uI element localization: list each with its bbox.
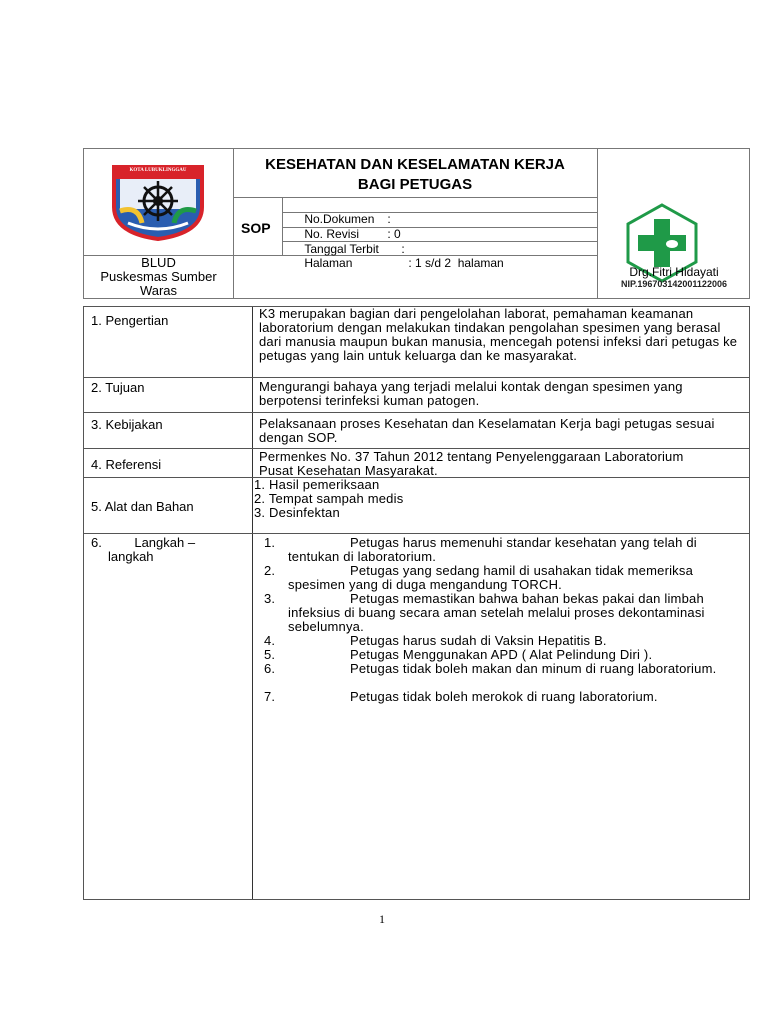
label-langkah-line-2: langkah [108,549,154,564]
signer-nip: NIP.196703142001122006 [621,279,727,289]
meta-label: No. Revisi [304,227,360,241]
step-number: 7. [264,689,276,704]
meta-label: No.Dokumen [304,212,375,226]
signer-name: Drg.Fitri Hidayati [629,265,719,279]
text-pengertian: K3 merupakan bagian dari pengelolahan laborat, pemahaman keamanan laboratorium dengan melakukan tindakan pengolahan spesimen yang berasal dari manusia maupun bukan manusia, mencegah potensi infeksi dari petugas ke petugas yang lain untuk keluarga dan ke masyarakat. [259,306,738,363]
label-referensi: 4. Referensi [91,457,162,472]
crest-banner-text: KOTA LUBUKLINGGAU [129,168,187,173]
org-name [84,256,233,298]
text-kebijakan: Pelaksanaan proses Kesehatan dan Keselamatan Kerja bagi petugas sesuai dengan SOP. [259,416,715,445]
label-kebijakan: 3. Kebijakan [91,417,163,432]
list-item [264,634,742,648]
step-number: 2. [264,563,276,578]
label-langkah-line-1: 6. Langkah – [91,535,196,550]
list-alat-bahan [254,478,738,520]
org-line-2: Puskesmas Sumber [100,269,217,284]
step-text: Petugas memastikan bahwa bahan bekas pakai dan limbah infeksius di buang secara aman setelah melalui proses dekontaminasi sebelumnya. [288,591,705,634]
title-line-1: KESEHATAN DAN KESELAMATAN KERJA [265,156,565,173]
org-line-1: BLUD [141,255,176,270]
list-item: 2. Tempat sampah medis [254,491,404,506]
step-number: 6. [264,661,276,676]
meta-label: Halaman [304,256,353,270]
list-item: 3. Desinfektan [254,505,340,520]
step-text: Petugas tidak boleh makan dan minum di ruang laboratorium. [350,661,717,676]
step-number: 3. [264,591,276,606]
page-number: 1 [379,912,385,926]
sop-label: SOP [241,220,271,236]
org-line-3: Waras [139,283,178,298]
label-pengertian: 1. Pengertian [91,313,169,328]
list-item [264,690,742,704]
step-text: Petugas harus memenuhi standar kesehatan yang telah di tentukan di laboratorium. [288,535,697,564]
document-title [234,155,596,195]
header-table [83,148,750,299]
list-item [264,662,742,676]
list-item [264,536,742,564]
meta-value: : [401,242,405,256]
label-langkah [91,536,195,564]
list-item: 1. Hasil pemeriksaan [254,477,380,492]
meta-value: : 1 s/d 2 halaman [408,256,504,270]
meta-value: : 0 [387,227,401,241]
step-text: Petugas Menggunakan APD ( Alat Pelindung Diri ). [350,647,653,662]
step-number: 1. [264,535,276,550]
label-tujuan: 2. Tujuan [91,380,145,395]
city-crest-logo [108,161,208,241]
sop-content-table [83,306,750,900]
meta-label: Tanggal Terbit [304,242,379,256]
list-item [264,564,742,592]
label-alat-bahan: 5. Alat dan Bahan [91,499,194,514]
step-number: 5. [264,647,276,662]
text-tujuan: Mengurangi bahaya yang terjadi melalui kontak dengan spesimen yang berpotensi terinfeksi kuman patogen. [259,379,683,408]
text-referensi: Permenkes No. 37 Tahun 2012 tentang Penyelenggaraan Laboratorium Pusat Kesehatan Masyarakat. [259,449,684,478]
title-line-2: BAGI PETUGAS [357,176,473,193]
step-text: Petugas yang sedang hamil di usahakan tidak memeriksa spesimen yang di duga mengandung TORCH. [288,563,694,592]
list-item [264,648,742,662]
meta-row-halaman [291,242,504,284]
step-text: Petugas tidak boleh merokok di ruang laboratorium. [350,689,658,704]
list-item [264,592,742,634]
step-text: Petugas harus sudah di Vaksin Hepatitis B. [350,633,607,648]
meta-value: : [387,212,391,226]
step-number: 4. [264,633,276,648]
